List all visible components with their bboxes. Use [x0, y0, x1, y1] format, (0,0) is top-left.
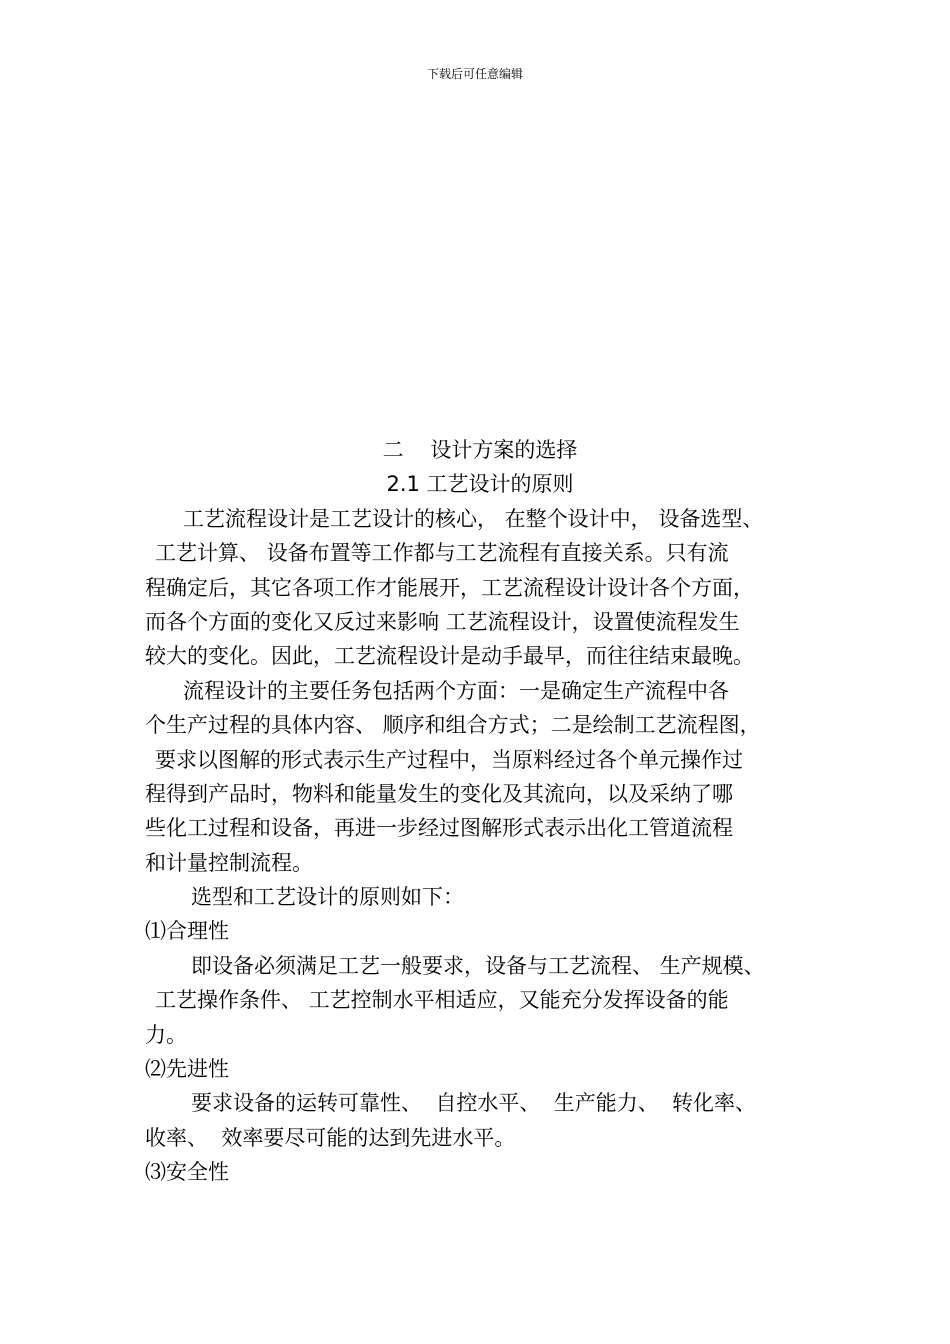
principle-safety [145, 1155, 815, 1189]
text-line: 工艺操作条件、 工艺控制水平相适应，又能充分发挥设备的能 [155, 988, 729, 1013]
principle-advancement [145, 1052, 815, 1155]
principles-intro: 选型和工艺设计的原则如下： [191, 885, 464, 910]
text-line: 个生产过程的具体内容、 顺序和组合方式；二是绘制工艺流程图， [145, 713, 761, 738]
text-line: 力。 [145, 1022, 187, 1047]
principle-rationality [145, 914, 815, 1052]
text-line: 工艺计算、 设备布置等工作都与工艺流程有直接关系。只有流 [155, 541, 729, 566]
principle-heading: ⑴合理性 [145, 919, 229, 944]
paragraph-2 [145, 674, 815, 880]
text-line: 程得到产品时，物料和能量发生的变化及其流向，以及采纳了哪 [145, 781, 733, 806]
text-line: 流程设计的主要任务包括两个方面：一是确定生产流程中各 [183, 678, 729, 703]
text-line: 要求设备的运转可靠性、 自控水平、 生产能力、 转化率、 [191, 1091, 757, 1116]
principle-heading: ⑵先进性 [145, 1057, 229, 1082]
document-body [145, 433, 815, 1190]
text-line: 收率、 效率要尽可能的达到先进水平。 [145, 1125, 516, 1150]
text-line: 即设备必须满足工艺一般要求，设备与工艺流程、 生产规模、 [191, 953, 765, 978]
text-line: 较大的变化。因此，工艺流程设计是动手最早，而往往结束最晚。 [145, 644, 754, 669]
text-line: 程确定后，其它各项工作才能展开，工艺流程设计设计各个方面， [145, 575, 754, 600]
text-line: 些化工过程和设备，再进一步经过图解形式表示出化工管道流程 [145, 816, 733, 841]
text-line: 工艺流程设计是工艺设计的核心， 在整个设计中， 设备选型、 [183, 506, 764, 531]
text-line: 和计量控制流程。 [145, 850, 313, 875]
paragraph-1 [145, 502, 815, 674]
text-line: 要求以图解的形式表示生产过程中，当原料经过各个单元操作过 [155, 747, 743, 772]
text-line: 而各个方面的变化又反过来影响 工艺流程设计，设置使流程发生 [145, 609, 740, 634]
section-title: 二 设计方案的选择 [382, 438, 578, 462]
header-note: 下载后可任意编辑 [426, 67, 523, 81]
section-subtitle: 2.1 工艺设计的原则 [386, 472, 574, 497]
principle-heading: ⑶安全性 [145, 1160, 229, 1185]
